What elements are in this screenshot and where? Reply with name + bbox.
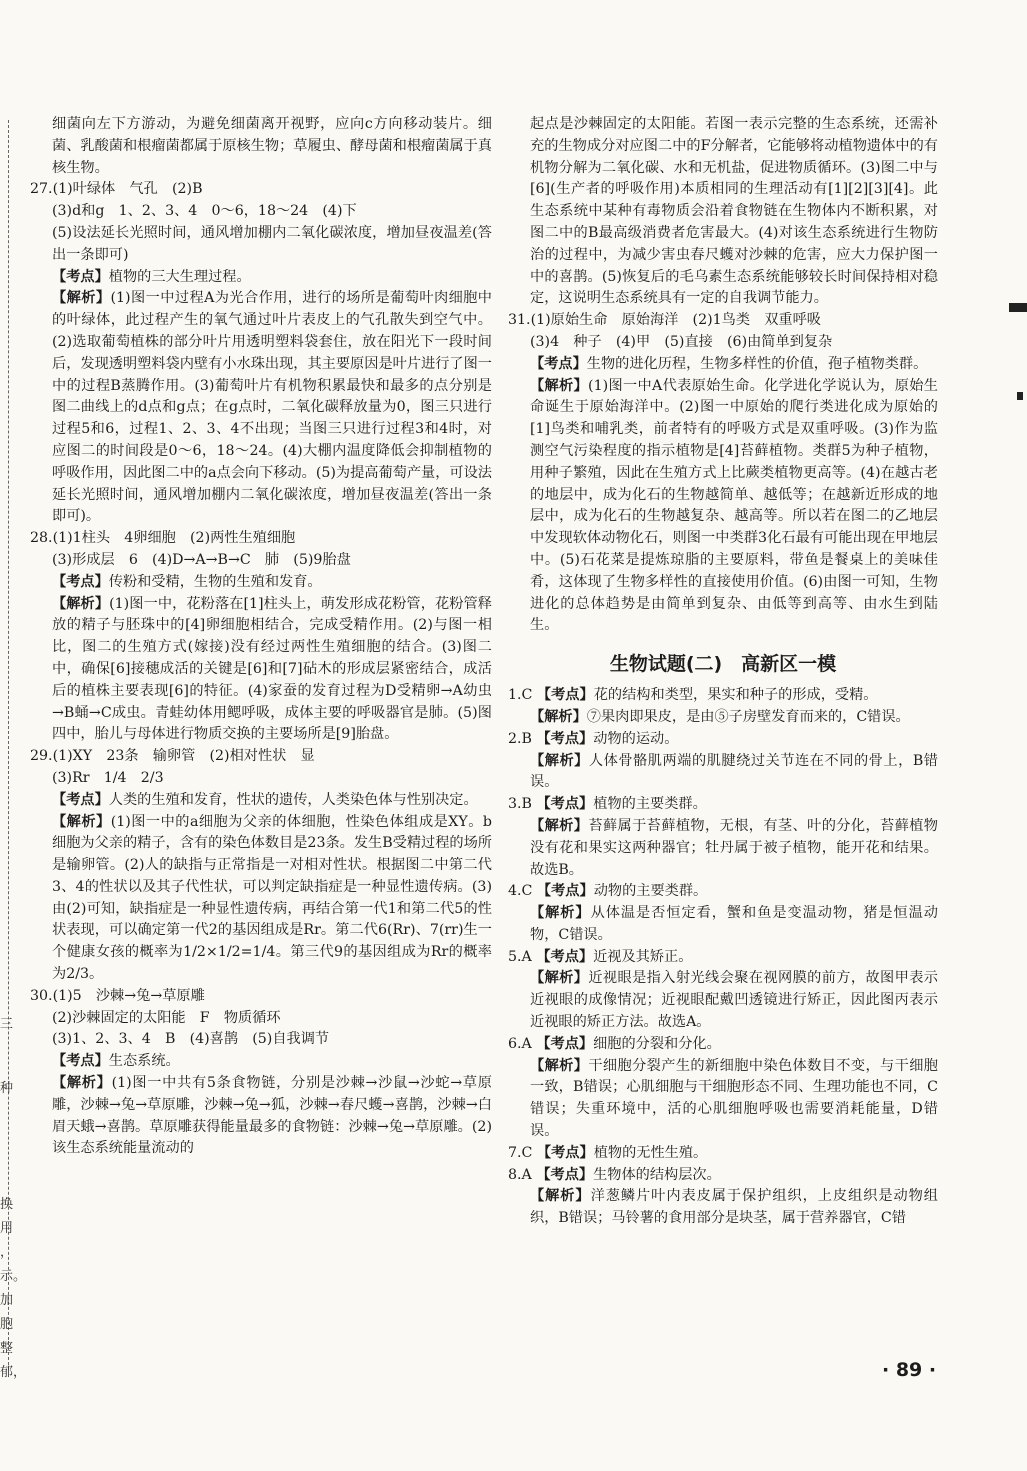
explanation-paragraph xyxy=(30,572,492,594)
explanation-paragraph xyxy=(30,267,492,289)
explanation-text: 苔藓属于苔藓植物，无根，有茎、叶的分化，苔藓植物没有花和果实这两种器官；牡丹属于被子植物，能开花和结果。故选B。 xyxy=(530,817,938,878)
topic-text: 细胞的分裂和分化。 xyxy=(593,1035,721,1052)
topic-text: 近视及其矫正。 xyxy=(593,948,693,965)
margin-char: 种 xyxy=(0,1081,14,1096)
answer-question xyxy=(508,729,938,751)
section-tag: 【考点】 xyxy=(536,730,594,747)
edge-mark xyxy=(1009,303,1027,312)
explanation-text: (1)图一中A代表原始生命。化学进化学说认为，原始生命诞生于原始海洋中。(2)图一中原始的爬行类进化成为原始的[1]鸟类和哺乳类，前者特有的呼吸方式是双重呼吸。(3)作为监测空气污染程度的指示植物是[4]苔藓植物。类群5为种子植物，用种子繁殖，因此在生殖方式上比蕨类植物更高等。(4)在越古老的地层中，成为化石的生物越简单、越低等；在越新近形成的地层中，成为化石的生物越复杂、越高等。所以若在图二的乙地层中发现软体动物化石，则图一中类群3化石最有可能出现在甲地层中。(5)石花菜是提炼琼脂的主要原料，带鱼是餐桌上的美味佳肴，这体现了生物多样性的直接使用价值。(6)由图一可知，生物进化的总体趋势是由简单到复杂、由低等到高等、由水生到陆生。 xyxy=(530,377,938,634)
section-tag: 【解析】 xyxy=(52,813,111,830)
answer-question xyxy=(508,794,938,816)
explanation-text: 生物的进化历程，生物多样性的价值，孢子植物类群。 xyxy=(586,355,928,372)
answer-question: 27.(1)叶绿体 气孔 (2)B xyxy=(30,181,203,198)
question-number: 3.B xyxy=(508,796,532,813)
explanation-text: 干细胞分裂产生的新细胞中染色体数目不变，与干细胞一致，B错误；心肌细胞与干细胞形态不同、生理功能也不同，C错误；失重环境中，活的心肌细胞呼吸也需要消耗能量，D错误。 xyxy=(530,1057,938,1140)
margin-char: 整 xyxy=(0,1341,14,1356)
question-number: 5.A xyxy=(508,948,532,965)
margin-char: 换 xyxy=(0,1197,14,1212)
answer-question: 31.(1)原始生命 原始海洋 (2)1鸟类 双重呼吸 xyxy=(508,312,821,329)
section-tag: 【考点】 xyxy=(52,268,109,285)
section-tag: 【解析】 xyxy=(530,970,589,987)
section-tag: 【解析】 xyxy=(52,290,111,307)
topic-text: 动物的主要类群。 xyxy=(593,883,708,900)
explanation-text: ⑦果肉即果皮，是由⑤子房壁发育而来的，C错误。 xyxy=(586,708,910,725)
explanation-paragraph xyxy=(508,1056,938,1143)
explanation-text: 洋葱鳞片叶内表皮属于保护组织，上皮组织是动物组织，B错误；马铃薯的食用部分是块茎，属于营养器官，C错 xyxy=(530,1188,938,1227)
explanation-text: (1)图一中共有5条食物链，分别是沙棘→沙鼠→沙蛇→草原雕，沙棘→兔→草原雕，沙棘→兔→狐，沙棘→春尺蠖→喜鹊，沙棘→白眉天蛾→喜鹊。草原雕获得能量最多的食物链：沙棘→兔→草原雕。(2)该生态系统能量流动的 xyxy=(52,1075,492,1157)
answer-line: (3)Rr 1/4 2/3 xyxy=(52,769,164,786)
edge-mark xyxy=(1017,392,1023,400)
topic-text: 花的结构和类型，果实和种子的形成，受精。 xyxy=(593,687,878,704)
section-tag: 【考点】 xyxy=(536,1035,594,1052)
right-column xyxy=(508,114,938,1230)
left-column xyxy=(30,114,492,1160)
answer-question xyxy=(508,1143,938,1165)
explanation-text: 生态系统。 xyxy=(108,1053,180,1070)
explanation-paragraph xyxy=(30,790,492,812)
explanation-paragraph xyxy=(30,594,492,747)
section-tag: 【解析】 xyxy=(530,1188,591,1205)
topic-text: 生物体的结构层次。 xyxy=(593,1166,721,1183)
answer-question xyxy=(508,881,938,903)
topic-text: 植物的无性生殖。 xyxy=(593,1144,708,1161)
margin-char: 胞 xyxy=(0,1317,14,1332)
explanation-text: (1)图一中过程A为光合作用，进行的场所是葡萄叶肉细胞中的叶绿体，此过程产生的氧气通过叶片表皮上的气孔散失到空气中。(2)选取葡萄植株的部分叶片用透明塑料袋套住，放在阳光下一段时间后，发现透明塑料袋内壁有小水珠出现，其主要原因是叶片进行了图一中的过程B蒸腾作用。(3)葡萄叶片有机物积累最快和最多的点分别是图二曲线上的d点和g点；在g点时，二氧化碳释放量为0，图三只进行过程5和6，过程1、2、3、4不出现；当图三只进行过程3和4时，对应图二的时间段是0～6，18～24。(4)大棚内温度降低会抑制植物的呼吸作用，因此图二中的a点会向下移动。(5)为提高葡萄产量，可设法延长光照时间，通风增加棚内二氧化碳浓度，增加昼夜温差(答出一条即可)。 xyxy=(52,290,492,525)
question-number: 4.C xyxy=(508,883,533,900)
continued-paragraph: 细菌向左下方游动，为避免细菌离开视野，应向c方向移动装片。细菌、乳酸菌和根瘤菌都属于原核生物；草履虫、酵母菌和根瘤菌属于真核生物。 xyxy=(52,116,492,176)
question-number: 7.C xyxy=(508,1144,533,1161)
topic-text: 植物的主要类群。 xyxy=(593,796,707,813)
section-tag: 【解析】 xyxy=(530,817,589,834)
section-tag: 【考点】 xyxy=(52,573,109,590)
explanation-text: (1)图一中，花粉落在[1]柱头上，萌发形成花粉管，花粉管释放的精子与胚珠中的[4]卵细胞相结合，完成受精作用。(2)与图一相比，图二的生殖方式(嫁接)没有经过两性生殖细胞的结合。(3)图二中，确保[6]接穗成活的关键是[6]和[7]砧木的形成层紧密结合，成活后的植株主要表现[6]的特征。(4)家蚕的发育过程为D受精卵→A幼虫→B蛹→C成虫。青蛙幼体用鳃呼吸，成体主要的呼吸器官是肺。(5)图四中，胎儿与母体进行物质交换的主要场所是[9]胎盘。 xyxy=(52,595,492,743)
margin-char: 加 xyxy=(0,1293,14,1308)
binding-dashed-line xyxy=(8,120,9,1370)
explanation-text: 传粉和受精，生物的生殖和发育。 xyxy=(108,573,322,590)
section-tag: 【解析】 xyxy=(530,377,589,394)
right-column-top xyxy=(508,114,938,637)
question-number: 1.C xyxy=(508,687,533,704)
explanation-paragraph xyxy=(30,288,492,528)
section-tag: 【考点】 xyxy=(536,687,594,704)
explanation-text: 近视眼是指入射光线会聚在视网膜的前方，故图甲表示近视眼的成像情况；近视眼配戴凹透镜进行矫正，因此图丙表示近视眼的矫正方法。故选A。 xyxy=(530,970,938,1031)
margin-char: 郁， xyxy=(0,1365,27,1380)
explanation-paragraph xyxy=(508,354,938,376)
page-number: · 89 · xyxy=(882,1359,937,1381)
section-tag: 【考点】 xyxy=(52,791,109,808)
explanation-paragraph xyxy=(508,707,938,729)
section-tag: 【解析】 xyxy=(52,1075,112,1092)
right-column-bottom xyxy=(508,685,938,1230)
margin-char: 三 xyxy=(0,1017,14,1032)
question-number: 6.A xyxy=(508,1035,532,1052)
section-tag: 【考点】 xyxy=(536,1166,594,1183)
explanation-paragraph xyxy=(508,376,938,638)
explanation-paragraph xyxy=(508,1186,938,1230)
topic-text: 动物的运动。 xyxy=(593,730,679,747)
explanation-paragraph xyxy=(508,968,938,1033)
answer-line: (3)1、2、3、4 B (4)喜鹊 (5)自我调节 xyxy=(52,1031,330,1048)
margin-char: ， xyxy=(0,1245,14,1260)
continued-paragraph: 起点是沙棘固定的太阳能。若图一表示完整的生态系统，还需补充的生物成分对应图二中的F分解者，它能够将动植物遗体中的有机物分解为二氧化碳、水和无机盐，促进物质循环。(3)图二中与[6](生产者的呼吸作用)本质相同的生理活动有[1][2][3][4]。此生态系统中某种有毒物质会沿着食物链在生物体内不断积累，对图二中的B最高级消费者危害最大。(4)对该生态系统进行生物防治的过程中，为减少害虫春尺蠖对沙棘的危害，应大力保护图一中的喜鹊。(5)恢复后的毛乌素生态系统能够较长时间保持相对稳定，这说明生态系统具有一定的自我调节能力。 xyxy=(530,116,938,307)
explanation-text: 人类的生殖和发育，性状的遗传，人类染色体与性别决定。 xyxy=(108,791,478,808)
section-tag: 【解析】 xyxy=(530,752,589,769)
section-heading: 生物试题(二) 高新区一模 xyxy=(609,653,837,676)
section-tag: 【解析】 xyxy=(52,595,110,612)
answer-question xyxy=(508,1165,938,1187)
explanation-paragraph xyxy=(508,751,938,795)
explanation-text: 人体骨骼肌两端的肌腱绕过关节连在不同的骨上，B错误。 xyxy=(530,752,938,791)
explanation-paragraph xyxy=(508,903,938,947)
answer-line: (3)形成层 6 (4)D→A→B→C 肺 (5)9胎盘 xyxy=(52,551,351,568)
answer-question: 30.(1)5 沙棘→兔→草原雕 xyxy=(30,987,205,1004)
section-tag: 【考点】 xyxy=(536,1144,594,1161)
explanation-paragraph xyxy=(30,1051,492,1073)
section-tag: 【考点】 xyxy=(536,796,594,813)
answer-question xyxy=(508,947,938,969)
section-tag: 【解析】 xyxy=(530,1057,589,1074)
explanation-text: (1)图一中的a细胞为父亲的体细胞，性染色体组成是XY。b细胞为父亲的精子，含有的染色体数目是23条。发生B受精过程的场所是输卵管。(2)人的缺指与正常指是一对相对性状。根据图二中第二代3、4的性状以及其子代性状，可以判定缺指症是一种显性遗传病。(3)由(2)可知，缺指症是一种显性遗传病，再结合第一代1和第二代5的性状表现，可以确定第一代2的基因组成是Rr。第二代6(Rr)、7(rr)生一个健康女孩的概率为1/2×1/2=1/4。第三代9的基因组成为Rr的概率为2/3。 xyxy=(52,813,492,983)
explanation-paragraph xyxy=(30,1073,492,1160)
explanation-paragraph xyxy=(30,812,492,986)
section-tag: 【解析】 xyxy=(530,905,591,922)
section-tag: 【考点】 xyxy=(52,1053,109,1070)
answer-line: (3)d和g 1、2、3、4 0～6，18～24 (4)下 xyxy=(52,203,357,220)
section-tag: 【考点】 xyxy=(536,883,594,900)
section-tag: 【解析】 xyxy=(530,708,587,725)
explanation-text: 植物的三大生理过程。 xyxy=(108,268,251,285)
section-tag: 【考点】 xyxy=(536,948,594,965)
answer-question xyxy=(508,685,938,707)
answer-question: 28.(1)1柱头 4卵细胞 (2)两性生殖细胞 xyxy=(30,530,296,547)
explanation-paragraph xyxy=(508,816,938,881)
answer-question xyxy=(508,1034,938,1056)
question-number: 2.B xyxy=(508,730,532,747)
section-tag: 【考点】 xyxy=(530,355,587,372)
question-number: 8.A xyxy=(508,1166,532,1183)
explanation-text: 从体温是否恒定看，蟹和鱼是变温动物，猪是恒温动物，C错误。 xyxy=(530,905,938,943)
answer-line: (5)设法延长光照时间，通风增加棚内二氧化碳浓度，增加昼夜温差(答出一条即可) xyxy=(52,224,492,263)
margin-char: 用 xyxy=(0,1221,14,1236)
answer-line: (3)4 种子 (4)甲 (5)直接 (6)由简单到复杂 xyxy=(530,333,833,350)
answer-line: (2)沙棘固定的太阳能 F 物质循环 xyxy=(52,1009,281,1026)
answer-question: 29.(1)XY 23条 输卵管 (2)相对性状 显 xyxy=(30,748,315,765)
margin-char: 示。 xyxy=(0,1269,27,1284)
